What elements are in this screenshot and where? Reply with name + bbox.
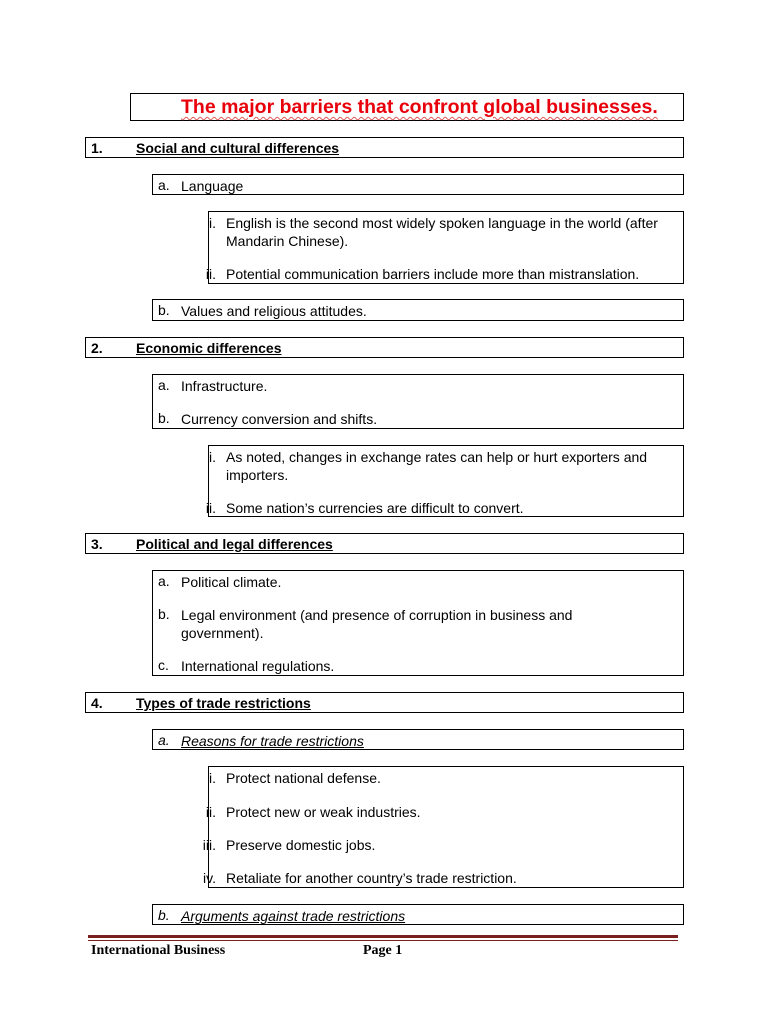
sub-letter: b.	[158, 410, 170, 426]
sub-text: Reasons for trade restrictions	[181, 733, 364, 749]
sub-letter: a.	[158, 573, 170, 589]
section-3-header	[85, 533, 684, 554]
page-number: Page 1	[363, 943, 403, 958]
roman-number: ii.	[205, 500, 216, 516]
roman-number: i.	[209, 770, 216, 786]
page-title: The major barriers that confront global businesses.	[181, 96, 658, 118]
roman-list-box	[202, 766, 684, 888]
sub-text: International regulations.	[181, 658, 335, 674]
roman-number: ii.	[205, 266, 216, 282]
sub-item-box	[152, 904, 684, 925]
footer-rule	[88, 935, 678, 938]
section-2-header	[85, 337, 684, 358]
section-number: 3.	[91, 536, 103, 552]
sub-letter: b.	[158, 606, 170, 622]
section-label: Types of trade restrictions	[136, 695, 311, 711]
sub-text: Currency conversion and shifts.	[181, 411, 378, 427]
section-label: Political and legal differences	[136, 536, 333, 552]
sub-text: Language	[181, 178, 244, 194]
sub-item-box	[152, 174, 684, 195]
footer-rule	[88, 940, 678, 941]
section-number: 2.	[91, 340, 103, 356]
sub-letter: a.	[158, 177, 170, 193]
roman-text: Retaliate for another country’s trade restriction.	[226, 870, 517, 886]
roman-number: i.	[209, 215, 216, 231]
title-box	[130, 93, 684, 121]
sub-text: Infrastructure.	[181, 378, 268, 394]
roman-text: As noted, changes in exchange rates can help or hurt exporters and importers.	[226, 449, 648, 483]
sub-list-box	[152, 570, 684, 676]
sub-letter: b.	[158, 907, 170, 923]
roman-text: Protect new or weak industries.	[226, 804, 421, 820]
section-number: 4.	[91, 695, 103, 711]
roman-number: iv.	[203, 870, 216, 886]
sub-item-box	[152, 729, 684, 750]
roman-number: i.	[209, 449, 216, 465]
sub-text: Arguments against trade restrictions	[181, 908, 406, 924]
sub-letter: a.	[158, 377, 170, 393]
sub-item-box	[152, 299, 684, 321]
roman-list-box	[205, 445, 684, 517]
roman-list-box	[205, 211, 684, 284]
section-label: Social and cultural differences	[136, 140, 340, 156]
roman-text: Protect national defense.	[226, 770, 381, 786]
roman-text: English is the second most widely spoken language in the world (after Mandarin Chinese).	[226, 215, 658, 249]
roman-text: Potential communication barriers include more than mistranslation.	[226, 266, 640, 282]
sub-letter: c.	[158, 657, 169, 673]
sub-text: Political climate.	[181, 574, 282, 590]
sub-text: Values and religious attitudes.	[181, 303, 367, 319]
roman-text: Some nation’s currencies are difficult to convert.	[226, 500, 524, 516]
sub-letter: a.	[158, 732, 170, 748]
roman-number: ii.	[205, 804, 216, 820]
section-4-header	[85, 692, 684, 713]
section-label: Economic differences	[136, 340, 282, 356]
section-1-header	[85, 137, 684, 158]
roman-number: iii.	[202, 837, 216, 853]
sub-letter: b.	[158, 302, 170, 318]
sub-text: Legal environment (and presence of corruption in business and government).	[181, 607, 573, 641]
roman-text: Preserve domestic jobs.	[226, 837, 376, 853]
sub-list-box	[152, 374, 684, 429]
section-number: 1.	[91, 140, 103, 156]
footer-title: International Business	[91, 943, 226, 958]
